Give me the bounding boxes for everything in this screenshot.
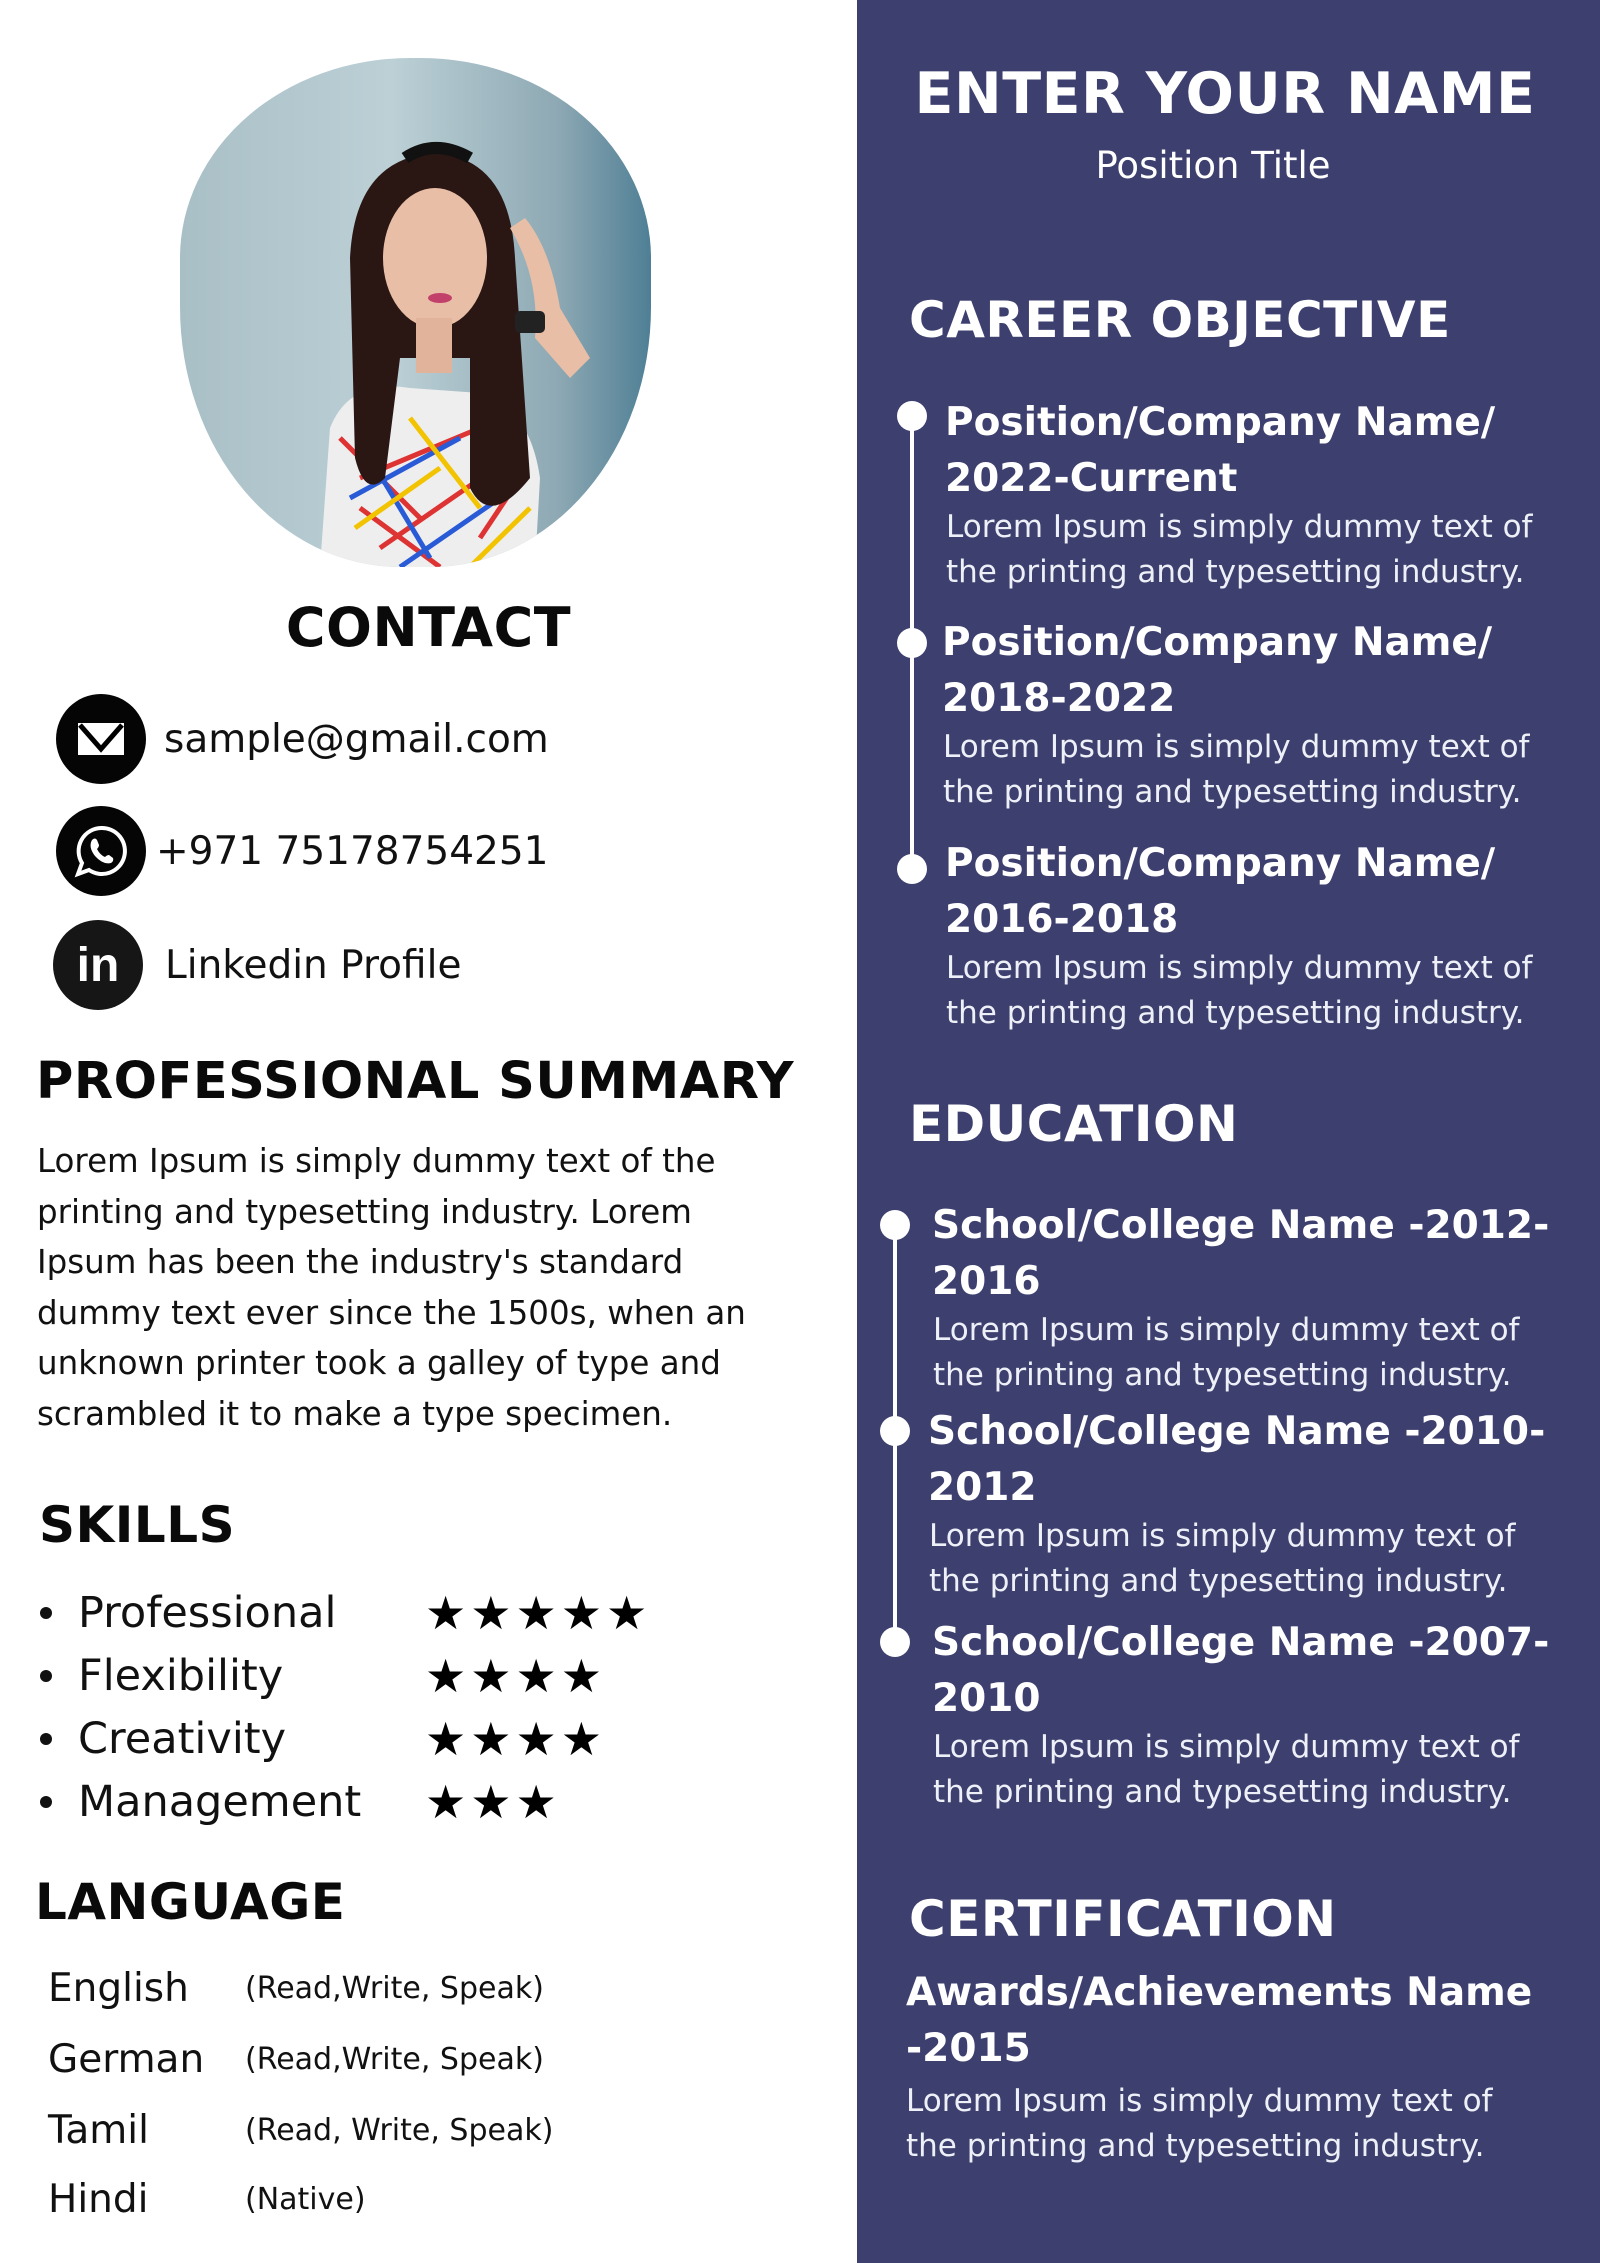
career-item-title: 2022-Current [945,456,1238,501]
certification-desc-line: Lorem Ipsum is simply dummy text of [906,2083,1493,2119]
star-icon: ★ [470,1586,516,1640]
education-item-title: School/College Name -2007- [932,1620,1550,1665]
timeline-dot-icon [880,1210,910,1240]
career-item-desc: the printing and typesetting industry. [943,774,1522,810]
summary-text-line: printing and typesetting industry. Lorem [37,1192,692,1231]
career-item-title: Position/Company Name/ [945,841,1496,886]
timeline-dot-icon [897,401,927,431]
bullet-icon [40,1733,52,1745]
language-level: (Read,Write, Speak) [245,2041,544,2077]
contact-email-text: sample@gmail.com [164,716,549,762]
timeline-dot-icon [897,628,927,658]
summary-text-line: scrambled it to make a type specimen. [37,1394,673,1433]
contact-heading: CONTACT [285,596,572,659]
name-heading: ENTER YOUR NAME [914,61,1536,127]
star-icon: ★ [560,1649,606,1703]
education-item-desc: Lorem Ipsum is simply dummy text of [933,1312,1520,1348]
career-item-title: Position/Company Name/ [942,620,1493,665]
language-name: German [48,2036,205,2082]
skill-item [36,1582,736,1644]
star-rating [425,1708,606,1770]
star-icon: ★ [425,1649,471,1703]
star-icon: ★ [515,1712,561,1766]
summary-text-line: Ipsum has been the industry's standard [37,1243,684,1281]
star-icon: ★ [560,1586,606,1640]
profile-photo [180,58,651,567]
contact-linkedin-text: Linkedin Profile [165,942,462,988]
whatsapp-icon [56,806,146,896]
skill-item [36,1708,736,1770]
language-name: Tamil [48,2107,149,2153]
skill-name: Professional [78,1588,337,1638]
certification-title-line: Awards/Achievements Name [906,1970,1533,2015]
skill-name: Flexibility [78,1651,284,1701]
star-rating [425,1582,651,1644]
summary-text-line: Lorem Ipsum is simply dummy text of the [37,1142,716,1180]
language-item [48,1953,544,2023]
skill-item [36,1645,736,1707]
timeline-dot-icon [880,1627,910,1657]
career-item-title: 2018-2022 [942,676,1176,721]
timeline-dot-icon [880,1416,910,1446]
star-icon: ★ [425,1586,471,1640]
education-item-title: 2012 [928,1465,1037,1510]
education-item-title: School/College Name -2010- [928,1409,1546,1454]
star-icon: ★ [515,1775,561,1829]
career-item-desc: the printing and typesetting industry. [946,554,1525,590]
language-level: (Read,Write, Speak) [245,1970,544,2006]
education-item-title: 2016 [932,1259,1041,1304]
education-heading: EDUCATION [909,1095,1239,1153]
star-icon: ★ [515,1649,561,1703]
education-item-desc: Lorem Ipsum is simply dummy text of [933,1729,1520,1765]
language-heading: LANGUAGE [35,1873,346,1931]
language-name: English [48,1965,189,2011]
position-title: Position Title [1095,144,1331,187]
language-item [48,2024,544,2094]
star-icon: ★ [515,1586,561,1640]
education-item-title: 2010 [932,1676,1041,1721]
contact-email[interactable] [56,694,549,784]
career-item-title: Position/Company Name/ [945,400,1496,445]
career-item-title: 2016-2018 [945,897,1179,942]
summary-text-line: dummy text ever since the 1500s, when an [37,1293,746,1332]
bullet-icon [40,1607,52,1619]
language-level: (Native) [245,2181,366,2217]
career-item-desc: Lorem Ipsum is simply dummy text of [946,950,1533,986]
certification-title-line: -2015 [906,2026,1031,2071]
language-item [48,2095,553,2165]
career-item-desc: Lorem Ipsum is simply dummy text of [946,509,1533,545]
star-rating [425,1771,561,1833]
star-icon: ★ [470,1649,516,1703]
timeline-dot-icon [897,854,927,884]
star-icon: ★ [425,1775,471,1829]
star-icon: ★ [470,1712,516,1766]
education-item-desc: Lorem Ipsum is simply dummy text of [929,1518,1516,1554]
education-item-desc: the printing and typesetting industry. [929,1563,1508,1599]
bullet-icon [40,1796,52,1808]
career-item-desc: Lorem Ipsum is simply dummy text of [943,729,1530,765]
star-rating [425,1645,606,1707]
skills-heading: SKILLS [39,1496,236,1554]
skill-name: Management [78,1777,362,1827]
summary-heading: PROFESSIONAL SUMMARY [36,1052,795,1111]
contact-phone-text: +971 75178754251 [156,828,549,874]
education-item-title: School/College Name -2012- [932,1203,1550,1248]
language-item [48,2164,366,2234]
contact-linkedin[interactable] [53,920,461,1010]
language-name: Hindi [48,2176,149,2222]
star-icon: ★ [560,1712,606,1766]
star-icon: ★ [425,1712,471,1766]
star-icon: ★ [606,1586,652,1640]
career-heading: CAREER OBJECTIVE [909,291,1451,349]
bullet-icon [40,1670,52,1682]
star-icon: ★ [470,1775,516,1829]
language-level: (Read, Write, Speak) [245,2112,554,2148]
email-icon [56,694,146,784]
skill-name: Creativity [78,1714,287,1764]
linkedin-icon: in [53,920,143,1010]
certification-desc-line: the printing and typesetting industry. [906,2128,1485,2164]
certification-heading: CERTIFICATION [909,1890,1337,1948]
contact-phone[interactable] [56,806,548,896]
summary-text-line: unknown printer took a galley of type and [37,1344,721,1382]
career-item-desc: the printing and typesetting industry. [946,995,1525,1031]
education-item-desc: the printing and typesetting industry. [933,1357,1512,1393]
education-item-desc: the printing and typesetting industry. [933,1774,1512,1810]
skill-item [36,1771,736,1833]
